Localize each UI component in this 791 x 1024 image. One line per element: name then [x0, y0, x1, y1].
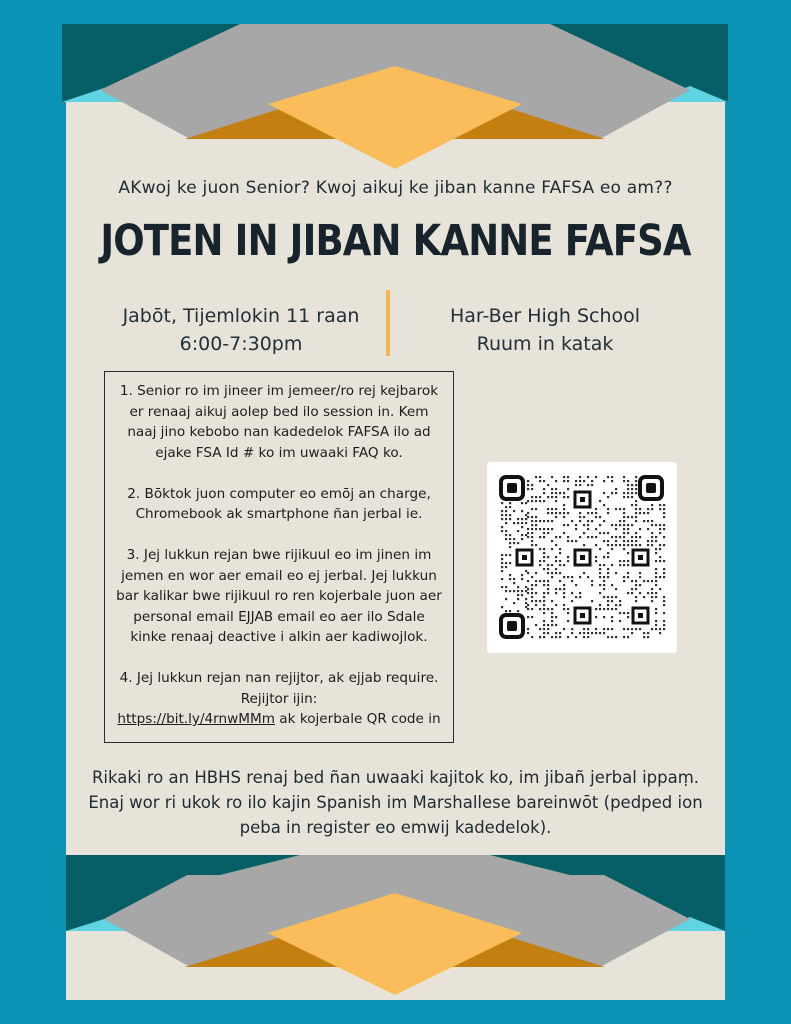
info-divider	[386, 290, 390, 356]
step-3: 3. Jej lukkun rejan bwe rijikuul eo im jinen im jemen en wor aer email eo ej jerbal. Jej lukkun bar kalikar bwe rijikuul ro ren kojerbale juon aer personal email EJJAB email eo aer ilo Sdale kinke renaaj deactive i alkin aer kadiwojlok.	[116, 547, 442, 645]
event-date-time	[110, 302, 372, 358]
qr-code-card[interactable]	[487, 462, 677, 653]
bottom-decoration	[0, 855, 791, 1015]
step-4-text: 4. Jej lukkun rejan nan rejijtor, ak ejjab require. Rejijtor ijin:	[119, 670, 439, 707]
location-school: Har-Ber High School	[449, 305, 641, 327]
event-date: Jabōt, Tijemlokin 11 raan	[122, 305, 360, 327]
top-decoration	[0, 24, 791, 184]
qr-code-icon	[487, 462, 677, 653]
footer-note: Rikaki ro an HBHS renaj bed ñan uwaaki kajitok ko, im jibañ jerbal ippaṃ. Enaj wor ri ukok ro ilo kajin Spanish im Marshallese bareinwōt (pedped ion peba in register eo emwij kadedelok).	[88, 768, 703, 837]
event-location	[420, 302, 670, 358]
step-4-tail: ak kojerbale QR code in	[274, 711, 441, 727]
event-question: AKwoj ke juon Senior? Kwoj aikuj ke jiban kanne FAFSA eo am??	[118, 178, 673, 198]
location-room: Ruum in katak	[476, 333, 614, 355]
event-title: JOTEN IN JIBAN KANNE FAFSA	[100, 216, 691, 266]
step-1: 1. Senior ro im jineer im jemeer/ro rej kejbarok er renaaj aikuj aolep bed ilo session in. Kem naaj jino kebobo nan kadedelok FAFSA ilo ad ejake FSA Id # ko im uwaaki FAQ ko.	[119, 383, 439, 461]
registration-link[interactable]: https://bit.ly/4rnwMMm	[117, 711, 275, 727]
event-time: 6:00-7:30pm	[179, 333, 303, 355]
instructions-box	[104, 371, 454, 743]
step-4	[115, 668, 443, 730]
step-2: 2. Bōktok juon computer eo emōj an charge, Chromebook ak smartphone ñan jerbal ie.	[127, 485, 431, 522]
